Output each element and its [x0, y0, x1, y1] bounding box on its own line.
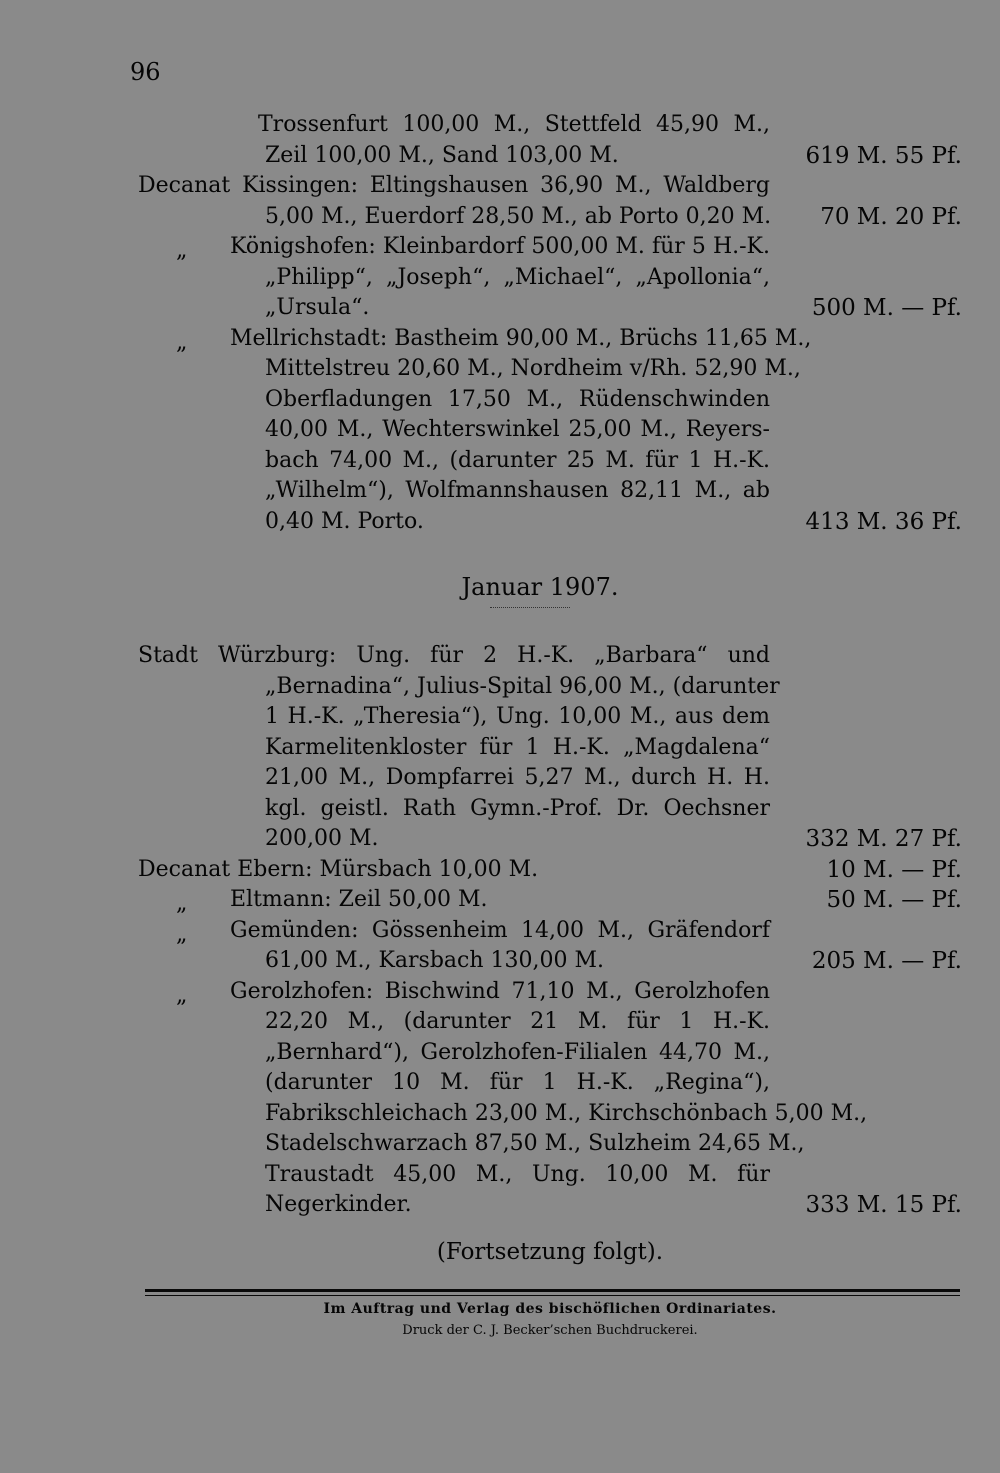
entry-line: Zeil 100,00 M., Sand 103,00 M.: [265, 142, 619, 168]
ditto-mark: „: [176, 329, 188, 355]
entry-line: Stadt Würzburg: Ung. für 2 H.-K. „Barbara“ und: [138, 643, 770, 668]
entry-line: 22,20 M., (darunter 21 M. für 1 H.-K.: [265, 1009, 770, 1034]
entry-line: Gemünden: Gössenheim 14,00 M., Gräfendorf: [230, 917, 770, 943]
entry-line: Fabrikschleichach 23,00 M., Kirchschönbach 5,00 M.,: [265, 1100, 868, 1126]
entry-line: Gerolzhofen: Bischwind 71,10 M., Gerolzhofen: [230, 978, 770, 1004]
entry-line: kgl. geistl. Rath Gymn.-Prof. Dr. Oechsner: [265, 795, 770, 821]
entry-line: Oberfladungen 17,50 M., Rüdenschwinden: [265, 386, 770, 412]
footer-rule: [145, 1289, 960, 1292]
entry-amount: 333 M. 15 Pf.: [805, 1192, 962, 1218]
entry-line: „Wilhelm“), Wolfmannshausen 82,11 M., ab: [265, 478, 770, 503]
ditto-mark: „: [176, 238, 188, 263]
ditto-mark: „: [176, 921, 188, 947]
footer-rule: [145, 1295, 960, 1296]
entry-line: „Ursula“.: [265, 295, 370, 320]
entry-amount: 619 M. 55 Pf.: [805, 142, 962, 169]
page-number: 96: [130, 58, 161, 86]
ditto-mark: „: [176, 891, 188, 916]
entry-line: Karmelitenkloster für 1 H.-K. „Magdalena“: [265, 734, 770, 760]
entry-line: (darunter 10 M. für 1 H.-K. „Regina“),: [265, 1070, 770, 1095]
ditto-mark: „: [176, 982, 188, 1008]
entry-amount: 332 M. 27 Pf.: [805, 826, 962, 852]
entry-amount: 500 M. — Pf.: [811, 295, 962, 321]
entry-line: Decanat Kissingen: Eltingshausen 36,90 M., Waldberg: [138, 173, 770, 198]
continuation-note: (Fortsetzung folgt).: [436, 1238, 664, 1265]
entry-line: Negerkinder.: [265, 1192, 412, 1217]
imprint: Im Auftrag und Verlag des bischöflichen Ordinariates.: [323, 1300, 777, 1317]
entry-line: Trossenfurt 100,00 M., Stettfeld 45,90 M.,: [258, 112, 770, 137]
entry-amount: 70 M. 20 Pf.: [820, 203, 962, 230]
printer-credit: Druck der C. J. Becker’schen Buchdruckerei.: [402, 1322, 698, 1338]
entry-amount: 50 M. — Pf.: [826, 887, 962, 913]
entry-line: Mittelstreu 20,60 M., Nordheim v/Rh. 52,90 M.,: [265, 356, 801, 381]
entry-line: 40,00 M., Wechterswinkel 25,00 M., Reyers-: [265, 417, 770, 442]
entry-line: Eltmann: Zeil 50,00 M.: [230, 887, 488, 912]
heading-rule: [490, 607, 570, 608]
entry-amount: 10 M. — Pf.: [826, 856, 962, 883]
entry-line: 200,00 M.: [265, 826, 379, 851]
entry-line: Traustadt 45,00 M., Ung. 10,00 M. für: [265, 1161, 770, 1187]
entry-line: 0,40 M. Porto.: [265, 508, 424, 534]
entry-line: „Philipp“, „Joseph“, „Michael“, „Apollonia“,: [265, 264, 770, 290]
entry-line: Königshofen: Kleinbardorf 500,00 M. für 5 H.-K.: [230, 234, 770, 259]
entry-line: 21,00 M., Dompfarrei 5,27 M., durch H. H.: [265, 765, 770, 790]
entry-line: 5,00 M., Euerdorf 28,50 M., ab Porto 0,20 M.: [265, 203, 772, 229]
entry-line: 61,00 M., Karsbach 130,00 M.: [265, 948, 605, 973]
entry-line: Decanat Ebern: Mürsbach 10,00 M.: [138, 856, 539, 882]
section-heading: Januar 1907.: [461, 573, 619, 601]
entry-line: Mellrichstadt: Bastheim 90,00 M., Brüchs 11,65 M.,: [230, 325, 812, 351]
entry-line: 1 H.-K. „Theresia“), Ung. 10,00 M., aus dem: [265, 704, 770, 729]
entry-amount: 413 M. 36 Pf.: [805, 508, 962, 535]
entry-line: bach 74,00 M., (darunter 25 M. für 1 H.-K.: [265, 447, 770, 473]
entry-line: „Bernadina“, Julius-Spital 96,00 M., (darunter: [265, 673, 780, 699]
entry-line: „Bernhard“), Gerolzhofen-Filialen 44,70 M.,: [265, 1039, 770, 1065]
entry-amount: 205 M. — Pf.: [811, 948, 962, 974]
entry-line: Stadelschwarzach 87,50 M., Sulzheim 24,65 M.,: [265, 1131, 805, 1156]
